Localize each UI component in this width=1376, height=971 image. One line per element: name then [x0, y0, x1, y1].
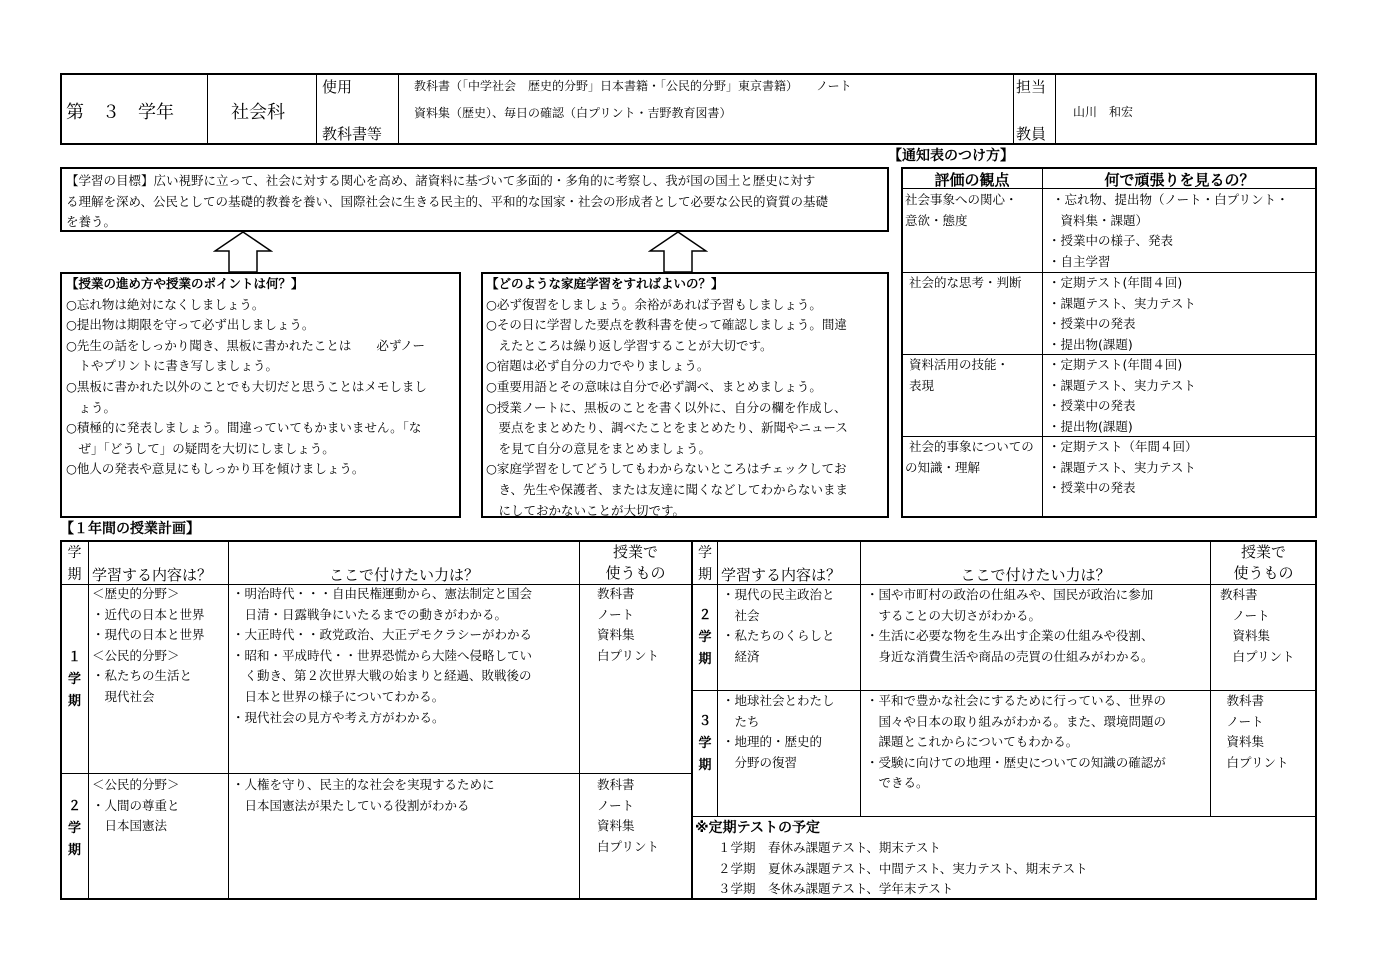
home-study-line: を見て自分の意見をまとめましょう。 [486, 440, 712, 456]
plan-content-line: 分野の復習 [722, 754, 798, 770]
plan-header-term [693, 542, 717, 586]
home-study-box [481, 272, 889, 518]
up-arrow-icon [213, 231, 273, 273]
goal-box [60, 167, 889, 232]
plan-header-term [61, 542, 88, 586]
home-study-line: ○重要用語とその意味は自分で必ず調べ、まとめましょう。 [486, 378, 822, 394]
plan-skill-line: ・大正時代・・政党政治、大正デモクラシーがわかる [232, 627, 533, 643]
term3-content [722, 691, 835, 773]
plan-skill-line: することの大切さがわかる。 [866, 607, 1042, 623]
evaluation-col-method: 何で頑張りを見るの？ [1104, 171, 1255, 189]
evaluation-item: ・定期テスト（年間４回） [1048, 439, 1198, 454]
evaluation-item: ・提出物(課題) [1048, 336, 1133, 352]
teacher-label-1: 担当 [1016, 78, 1047, 96]
lesson-point: ○先生の話をしっかり聞き、黒板に書かれたことは 必ずノー [66, 337, 426, 353]
goal-line: を養う。 [66, 214, 117, 230]
evaluation-aspect: 表現 [905, 377, 934, 393]
home-study-line: にしておかないことが大切です。 [486, 502, 686, 518]
plan-header-materials-2: 使うもの [605, 564, 666, 582]
plan-content-line: たち [722, 713, 760, 729]
term2-right-materials [1220, 585, 1295, 667]
evaluation-item: 資料集・課題） [1048, 212, 1149, 228]
term1-label-char: 学 [67, 672, 81, 687]
term1-skills [232, 584, 532, 728]
plan-skill-line: ・国や市町村の政治の仕組みや、国民が政治に参加 [866, 587, 1154, 602]
plan-header-materials [1211, 542, 1316, 584]
term3-skills [866, 691, 1166, 794]
evaluation-section-title: 【通知表のつけ方】 [888, 148, 1014, 164]
home-study-line: ○宿題は必ず自分の力でやりましょう。 [486, 358, 710, 374]
plan-content-line: ＜歴史的分野＞ [92, 586, 180, 601]
term1-label-char: 期 [67, 694, 81, 709]
plan-material: 資料集 [1214, 734, 1265, 750]
plan-material: 資料集 [597, 818, 635, 834]
plan-material: 教科書 [1214, 693, 1265, 708]
lesson-points-title: 【授業の進め方や授業のポイントは何？】 [66, 276, 304, 291]
plan-material: 教科書 [1220, 587, 1258, 602]
term1-label [61, 647, 88, 713]
teacher-name: 山川 和宏 [1073, 105, 1134, 119]
plan-section-title: 【１年間の授業計画】 [60, 521, 200, 537]
term2-right-content [722, 585, 835, 667]
test-schedule [718, 838, 1088, 900]
lesson-point: ○提出物は期限を守って必ず出しましょう。 [66, 317, 315, 333]
home-study-line: ○家庭学習をしてどうしてもわからないところはチェックしてお [486, 461, 847, 477]
goal-line: 【学習の目標】広い視野に立って、社会に対する関心を高め、諸資料に基づいて多面的・多角的に考察し、我が国の国土と歴史に対す [66, 173, 816, 188]
plan-content-line: ・私たちの生活と [92, 668, 193, 684]
evaluation-aspect: 社会事象への関心・ [905, 192, 1018, 207]
term3-materials [1214, 691, 1289, 773]
evaluation-item: ・授業中の発表 [1048, 480, 1136, 496]
evaluation-item: ・忘れ物、提出物（ノート・白プリント・ [1048, 192, 1289, 207]
plan-skill-line: ・昭和・平成時代・・世界恐慌から大陸へ侵略してい [232, 647, 533, 663]
evaluation-item: ・定期テスト(年間４回) [1048, 357, 1183, 372]
plan-material: ノート [597, 797, 635, 813]
plan-skill-line: 日本と世界の様子についてわかる。 [232, 688, 445, 704]
plan-skill-line: ・人権を守り、民主的な社会を実現するために [232, 777, 495, 792]
test-schedule-line: ３学期 冬休み課題テスト、学年末テスト [718, 881, 954, 897]
plan-header-materials-1: 授業で [1240, 543, 1286, 561]
evaluation-items [1048, 355, 1196, 437]
home-study-line: 要点をまとめたり、調べたことをまとめたり、新聞やニュース [486, 420, 848, 436]
plan-header-term-1: 学 [698, 545, 712, 561]
home-study-line: えたところは繰り返し学習することが大切です。 [486, 337, 773, 353]
up-arrow-icon [648, 231, 708, 273]
plan-skill-line: ・明治時代・・・自由民権運動から、憲法制定と国会 [232, 586, 533, 601]
test-schedule-line: ２学期 夏休み課題テスト、中間テスト、実力テスト、期末テスト [718, 860, 1088, 876]
home-study-line: ○その日に学習した要点を教科書を使って確認しましょう。間違 [486, 317, 847, 333]
plan-skill-line: ・生活に必要な物を生み出す企業の仕組みや役割、 [866, 628, 1154, 644]
lesson-point: ○他人の発表や意見にもしっかり耳を傾けましょう。 [66, 461, 365, 477]
plan-header-content: 学習する内容は？ [92, 566, 213, 584]
term2-right-label [693, 605, 717, 671]
plan-content-line: ・地球社会とわたし [722, 693, 835, 708]
evaluation-aspect: 意欲・態度 [905, 212, 968, 228]
plan-header-materials [580, 542, 691, 584]
evaluation-row [905, 273, 1021, 294]
evaluation-item: ・定期テスト(年間４回) [1048, 275, 1183, 290]
term2-label-char: 学 [698, 630, 712, 645]
evaluation-items [1048, 273, 1196, 355]
plan-skill-line: ・受験に向けての地理・歴史についての知識の確認が [866, 754, 1166, 770]
evaluation-items [1048, 437, 1198, 499]
textbook-line-1: 教科書（「中学社会 歴史的分野」日本書籍・「公民的分野」東京書籍） ノート [414, 79, 852, 93]
evaluation-item: ・自主学習 [1048, 253, 1111, 269]
lesson-point: トやプリントに書き写しましょう。 [66, 358, 279, 374]
plan-skill-line: 国々や日本の取り組みがわかる。また、環境問題の [866, 713, 1167, 729]
evaluation-items [1048, 190, 1289, 272]
lesson-point: ○黒板に書かれた以外のことでも大切だと思うことはメモしまし [66, 378, 427, 394]
term2-label-char: 学 [67, 821, 81, 836]
plan-material: 白プリント [597, 838, 660, 854]
plan-content-line: ＜公民的分野＞ [92, 777, 180, 792]
evaluation-item: ・授業中の発表 [1048, 316, 1136, 332]
plan-skill-line: ・現代社会の見方や考え方がわかる。 [232, 709, 445, 725]
evaluation-item: ・授業中の様子、発表 [1048, 233, 1174, 249]
plan-material: 白プリント [597, 647, 660, 663]
home-study-line: き、先生や保護者、または友達に聞くなどしてわからないまま [486, 481, 849, 497]
evaluation-row [905, 355, 1009, 396]
plan-material: 教科書 [597, 777, 635, 792]
term3-label-char: 期 [698, 758, 712, 773]
plan-header-term-1: 学 [67, 545, 82, 561]
plan-content-line: ・人間の尊重と [92, 797, 180, 813]
plan-content-line: 社会 [722, 607, 760, 623]
term2-label-char: ２ [698, 608, 712, 623]
plan-header-skills: ここで付けたい力は？ [960, 566, 1111, 584]
plan-header-materials-1: 授業で [612, 543, 658, 561]
plan-material: ノート [597, 606, 635, 622]
lesson-point: ○忘れ物は絶対になくしましょう。 [66, 296, 265, 312]
term2-materials [597, 775, 659, 857]
textbook-label-2: 教科書等 [322, 125, 383, 143]
term1-materials [597, 584, 659, 666]
home-study-title: 【どのような家庭学習をすればよいの？】 [486, 276, 724, 291]
lesson-point: ぜ」「どうして」の疑問を大切にしましょう。 [66, 440, 335, 456]
term2-label [61, 796, 88, 862]
plan-content-line: ・地理的・歴史的 [722, 734, 823, 750]
plan-content-line: ・私たちのくらしと [722, 628, 835, 644]
term1-content [92, 584, 205, 708]
plan-content-line: ・現代の日本と世界 [92, 627, 205, 643]
evaluation-item: ・課題テスト、実力テスト [1048, 459, 1196, 475]
plan-material: 白プリント [1220, 648, 1295, 664]
plan-skill-line: 課題とこれからについてもわかる。 [866, 734, 1079, 750]
plan-content-line: 経済 [722, 648, 760, 664]
plan-skill-line: く動き、第２次世界大戦の始まりと経過、敗戦後の [232, 668, 532, 684]
plan-material: 白プリント [1214, 754, 1289, 770]
teacher-label-2: 教員 [1016, 125, 1047, 143]
textbook-label-1: 使用 [322, 78, 353, 96]
term2-label-char: 期 [67, 843, 81, 858]
plan-material: ノート [1214, 713, 1264, 729]
lesson-point: ょう。 [66, 399, 117, 415]
goal-line: る理解を深め、公民としての基礎的教養を養い、国際社会に生きる民主的、平和的な国家・社会の形成者として必要な公民的資質の基礎 [66, 193, 829, 209]
plan-skill-line: できる。 [866, 775, 929, 791]
plan-content-line: ・近代の日本と世界 [92, 606, 205, 622]
term2-content [92, 775, 180, 837]
textbook-line-2: 資料集（歴史）、毎日の確認（白プリント・吉野教育図書） [414, 106, 732, 120]
evaluation-aspect: 社会的な思考・判断 [905, 275, 1022, 290]
evaluation-row [905, 437, 1034, 478]
term3-label-char: 学 [698, 736, 712, 751]
plan-header-term-2: 期 [67, 567, 82, 583]
term2-label-char: 期 [698, 652, 712, 667]
grade-label: 第 ３ 学年 [66, 102, 174, 123]
evaluation-aspect: の知識・理解 [905, 459, 981, 475]
plan-material: ノート [1220, 607, 1270, 623]
plan-content-line: ＜公民的分野＞ [92, 647, 180, 663]
plan-header-content: 学習する内容は？ [721, 566, 842, 584]
plan-content-line: ・現代の民主政治と [722, 587, 835, 602]
plan-material: 教科書 [597, 586, 635, 601]
evaluation-aspect: 社会的事象についての [905, 439, 1034, 454]
plan-material: 資料集 [1220, 628, 1271, 644]
evaluation-col-aspect: 評価の観点 [934, 171, 1010, 189]
plan-content-line: 日本国憲法 [92, 818, 168, 834]
test-schedule-line: １学期 春休み課題テスト、期末テスト [718, 840, 941, 855]
evaluation-row [905, 190, 1018, 231]
term2-label-char: ２ [67, 799, 81, 814]
evaluation-item: ・課題テスト、実力テスト [1048, 377, 1196, 393]
term1-label-char: １ [67, 650, 81, 665]
plan-skill-line: ・平和で豊かな社会にするために行っている、世界の [866, 693, 1167, 708]
home-study-line: ○必ず復習をしましょう。余裕があれば予習もしましょう。 [486, 296, 822, 312]
home-study-line: ○授業ノートに、黒板のことを書く以外に、自分の欄を作成し、 [486, 399, 847, 415]
evaluation-item: ・提出物(課題) [1048, 418, 1133, 434]
plan-skill-line: 日清・日露戦争にいたるまでの動きがわかる。 [232, 606, 508, 622]
term2-skills [232, 775, 495, 816]
plan-skill-line: 身近な消費生活や商品の売買の仕組みがわかる。 [866, 648, 1154, 664]
lesson-point: ○積極的に発表しましょう。間違っていてもかまいません。「な [66, 420, 422, 436]
plan-content-line: 現代社会 [92, 688, 155, 704]
plan-material: 資料集 [597, 627, 635, 643]
plan-skill-line: 日本国憲法が果たしている役割がわかる [232, 797, 470, 813]
test-schedule-title: ※定期テストの予定 [695, 820, 821, 836]
plan-header-term-2: 期 [698, 567, 712, 583]
term3-label-char: ３ [698, 714, 712, 729]
lesson-points-box [60, 272, 461, 518]
evaluation-item: ・課題テスト、実力テスト [1048, 295, 1196, 311]
evaluation-item: ・授業中の発表 [1048, 398, 1136, 414]
evaluation-aspect: 資料活用の技能・ [905, 357, 1009, 372]
term3-label [693, 711, 717, 777]
plan-header-skills: ここで付けたい力は？ [328, 566, 479, 584]
subject-label: 社会科 [231, 102, 285, 123]
term2-right-skills [866, 585, 1154, 667]
plan-header-materials-2: 使うもの [1233, 564, 1294, 582]
